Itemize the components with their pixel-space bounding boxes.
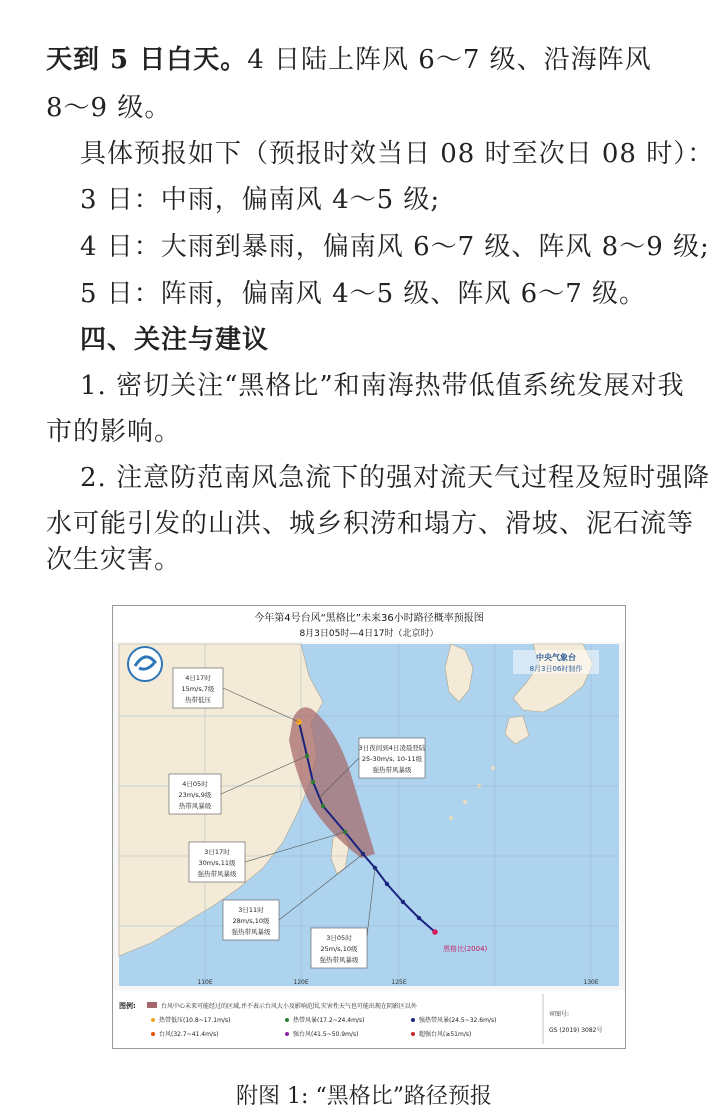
- svg-text:强热带风暴级: 强热带风暴级: [197, 870, 237, 878]
- legend-title: 图例:: [119, 1002, 136, 1010]
- svg-text:3日夜间到4日凌晨登陆: 3日夜间到4日凌晨登陆: [358, 744, 426, 752]
- svg-text:台风(32.7~41.4m/s): 台风(32.7~41.4m/s): [159, 1031, 219, 1038]
- approval-label: 审图号:: [549, 1011, 570, 1018]
- text-line-2: 8～9 级。: [46, 93, 172, 123]
- text-line-10: 2. 注意防范南风急流下的强对流天气过程及短时强降: [80, 463, 711, 493]
- svg-text:125E: 125E: [391, 979, 407, 986]
- cma-logo-icon: [128, 647, 162, 681]
- svg-text:强台风(41.5~50.9m/s): 强台风(41.5~50.9m/s): [293, 1031, 359, 1038]
- svg-text:110E: 110E: [197, 979, 213, 986]
- text-run: 4 日陆上阵风 6～7 级、沿海阵风: [247, 45, 652, 75]
- svg-text:130E: 130E: [583, 979, 599, 986]
- text-line-4: 3 日：中雨，偏南风 4～5 级;: [80, 185, 441, 215]
- svg-text:热带低压(10.8~17.1m/s): 热带低压(10.8~17.1m/s): [159, 1017, 231, 1024]
- agency-date: 8月3日06时制作: [529, 665, 583, 673]
- figure-caption: 附图 1: “黑格比”路径预报: [236, 1084, 492, 1109]
- svg-text:强热带风暴(24.5~32.6m/s): 强热带风暴(24.5~32.6m/s): [419, 1017, 497, 1024]
- svg-text:超强台风(≥51m/s): 超强台风(≥51m/s): [419, 1031, 472, 1038]
- svg-text:15m/s,7级: 15m/s,7级: [181, 685, 215, 693]
- svg-text:23m/s,9级: 23m/s,9级: [178, 791, 212, 799]
- svg-text:热带风暴(17.2~24.4m/s): 热带风暴(17.2~24.4m/s): [293, 1017, 365, 1024]
- svg-text:3日05时: 3日05时: [326, 934, 352, 942]
- text-line-12: 次生灾害。: [46, 545, 182, 575]
- svg-text:热带低压: 热带低压: [185, 696, 211, 704]
- svg-text:30m/s,11级: 30m/s,11级: [198, 859, 236, 867]
- svg-text:25-30m/s, 10-11级: 25-30m/s, 10-11级: [361, 755, 423, 763]
- svg-text:25m/s,10级: 25m/s,10级: [320, 945, 358, 953]
- svg-text:4日05时: 4日05时: [182, 780, 208, 788]
- svg-text:3日17时: 3日17时: [204, 848, 230, 856]
- svg-text:强热带风暴级: 强热带风暴级: [372, 766, 412, 774]
- text-bold-run: 天到 5 日白天。: [46, 45, 248, 75]
- approval-number: GS (2019) 3082号: [549, 1027, 603, 1034]
- svg-text:4日17时: 4日17时: [185, 674, 211, 682]
- legend-cone-swatch: [147, 1002, 157, 1008]
- text-line-3: 具体预报如下（预报时效当日 08 时至次日 08 时）：: [80, 139, 715, 169]
- text-line-11: 水可能引发的山洪、城乡积涝和塌方、滑坡、泥石流等: [46, 509, 695, 539]
- typhoon-forecast-map: [112, 605, 626, 1049]
- storm-name-label: 黑格比(2004): [443, 945, 488, 953]
- svg-text:120E: 120E: [293, 979, 309, 986]
- text-line-6: 5 日：阵雨，偏南风 4～5 级、阵风 6～7 级。: [80, 279, 647, 309]
- svg-text:强热带风暴级: 强热带风暴级: [319, 956, 359, 964]
- map-title: 今年第4号台风“黑格比”未来36小时路径概率预报图: [254, 613, 484, 624]
- legend-prob-text: 台风中心未来可能经过的区域,并不表示台风大小及影响范围,灾害性天气也可能出现在阴影区以外: [161, 1003, 417, 1010]
- text-line-5: 4 日：大雨到暴雨，偏南风 6～7 级、阵风 8～9 级;: [80, 232, 710, 262]
- section-heading: 四、关注与建议: [80, 325, 270, 355]
- map-subtitle: 8月3日05时—4日17时（北京时）: [299, 629, 439, 639]
- svg-text:3日11时: 3日11时: [238, 906, 264, 914]
- text-line-9: 市的影响。: [46, 417, 182, 447]
- svg-text:热带风暴级: 热带风暴级: [178, 802, 212, 810]
- agency-name: 中央气象台: [536, 653, 576, 662]
- svg-text:强热带风暴级: 强热带风暴级: [231, 928, 271, 936]
- text-line-8: 1. 密切关注“黑格比”和南海热带低值系统发展对我: [80, 371, 685, 401]
- text-line-1: [46, 44, 652, 76]
- svg-text:28m/s,10级: 28m/s,10级: [232, 917, 270, 925]
